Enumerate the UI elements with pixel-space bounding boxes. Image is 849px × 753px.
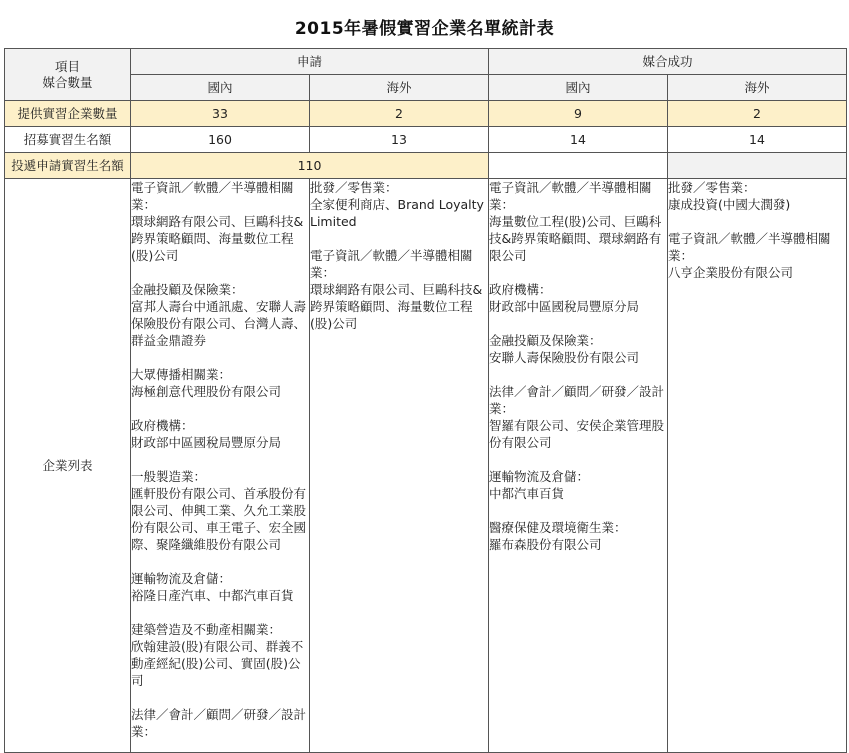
industry-category: 批發／零售業： [668, 180, 756, 195]
company-group [489, 281, 667, 315]
industry-category: 批發／零售業： [310, 180, 398, 195]
company-names: 康成投資(中國大潤發) [668, 197, 791, 212]
companies-row-label: 提供實習企業數量 [5, 101, 131, 127]
company-group [489, 468, 667, 502]
recruit-apply-overseas: 13 [310, 127, 489, 153]
company-group [310, 179, 488, 230]
company-group [310, 247, 488, 332]
company-names: 海量數位工程(股)公司、巨鷗科技&跨界策略顧問、環球網路有限公司 [489, 214, 662, 263]
companies-matched-overseas: 2 [668, 101, 847, 127]
company-names: 全家便利商店、Brand Loyalty Limited [310, 197, 484, 229]
matched-overseas-list [668, 179, 847, 753]
company-names: 環球網路有限公司、巨鷗科技&跨界策略顧問、海量數位工程(股)公司 [131, 214, 304, 263]
corner-item-label: 項目 [54, 58, 80, 74]
industry-category: 電子資訊／軟體／半導體相關業： [310, 248, 473, 280]
industry-category: 金融投顧及保險業： [131, 282, 244, 297]
company-names: 安聯人壽保險股份有限公司 [489, 350, 640, 365]
industry-category: 運輸物流及倉儲： [489, 469, 590, 484]
recruit-apply-domestic: 160 [131, 127, 310, 153]
corner-count-label: 媒合數量 [42, 74, 93, 90]
company-names: 環球網路有限公司、巨鷗科技&跨界策略顧問、海量數位工程(股)公司 [310, 282, 483, 331]
industry-category: 一般製造業： [131, 469, 207, 484]
company-group [489, 383, 667, 451]
industry-category: 政府機構： [489, 282, 552, 297]
list-row-label: 企業列表 [5, 179, 131, 753]
recruit-matched-overseas: 14 [668, 127, 847, 153]
apply-header: 申請 [131, 49, 489, 75]
industry-category: 法律／會計／顧問／研發／設計業： [131, 707, 307, 739]
company-group [131, 417, 309, 451]
apply-domestic-header: 國內 [131, 75, 310, 101]
industry-category: 建築營造及不動產相關業： [131, 622, 282, 637]
company-names: 財政部中區國稅局豐原分局 [131, 435, 282, 450]
company-group [131, 468, 309, 553]
apply-domestic-list [131, 179, 310, 753]
submitted-value: 110 [131, 153, 489, 179]
company-group [131, 179, 309, 264]
industry-category: 醫療保健及環境衛生業： [489, 520, 627, 535]
matched-overseas-header: 海外 [668, 75, 847, 101]
industry-category: 電子資訊／軟體／半導體相關業： [131, 180, 294, 212]
company-names: 裕隆日產汽車、中都汽車百貨 [131, 588, 294, 603]
company-names: 八亨企業股份有限公司 [668, 265, 794, 280]
industry-category: 法律／會計／顧問／研發／設計業： [489, 384, 665, 416]
companies-apply-overseas: 2 [310, 101, 489, 127]
industry-category: 政府機構： [131, 418, 194, 433]
company-group [131, 281, 309, 349]
submitted-matched-overseas-empty [668, 153, 847, 179]
recruit-row-label: 招募實習生名額 [5, 127, 131, 153]
page-title: 2015年暑假實習企業名單統計表 [294, 19, 555, 39]
recruit-matched-domestic: 14 [489, 127, 668, 153]
matched-header: 媒合成功 [489, 49, 847, 75]
industry-category: 運輸物流及倉儲： [131, 571, 232, 586]
company-group [489, 179, 667, 264]
company-group [489, 332, 667, 366]
industry-category: 金融投顧及保險業： [489, 333, 602, 348]
company-names: 羅布森股份有限公司 [489, 537, 602, 552]
companies-matched-domestic: 9 [489, 101, 668, 127]
matched-domestic-list [489, 179, 668, 753]
apply-overseas-list [310, 179, 489, 753]
companies-apply-domestic: 33 [131, 101, 310, 127]
apply-overseas-header: 海外 [310, 75, 489, 101]
company-group [668, 179, 846, 213]
company-names: 欣翰建設(股)有限公司、群義不動產經紀(股)公司、實固(股)公司 [131, 639, 304, 688]
statistics-table [4, 48, 847, 753]
company-group [131, 366, 309, 400]
company-group [668, 230, 846, 281]
industry-category: 電子資訊／軟體／半導體相關業： [668, 231, 831, 263]
company-group [489, 519, 667, 553]
company-group [131, 570, 309, 604]
company-names: 中都汽車百貨 [489, 486, 565, 501]
company-names: 智羅有限公司、安侯企業管理股份有限公司 [489, 418, 665, 450]
company-group [131, 621, 309, 689]
corner-header [5, 49, 131, 101]
company-names: 富邦人壽台中通訊處、安聯人壽保險股份有限公司、台灣人壽、群益金鼎證券 [131, 299, 307, 348]
company-group [131, 706, 309, 740]
submitted-row-label: 投遞申請實習生名額 [5, 153, 131, 179]
company-names: 匯軒股份有限公司、首承股份有限公司、伸興工業、久允工業股份有限公司、車王電子、宏全國際、聚隆纖維股份有限公司 [131, 486, 307, 552]
industry-category: 電子資訊／軟體／半導體相關業： [489, 180, 652, 212]
industry-category: 大眾傳播相關業： [131, 367, 232, 382]
company-names: 海極創意代理股份有限公司 [131, 384, 282, 399]
company-names: 財政部中區國稅局豐原分局 [489, 299, 640, 314]
matched-domestic-header: 國內 [489, 75, 668, 101]
submitted-matched-domestic-empty [489, 153, 668, 179]
